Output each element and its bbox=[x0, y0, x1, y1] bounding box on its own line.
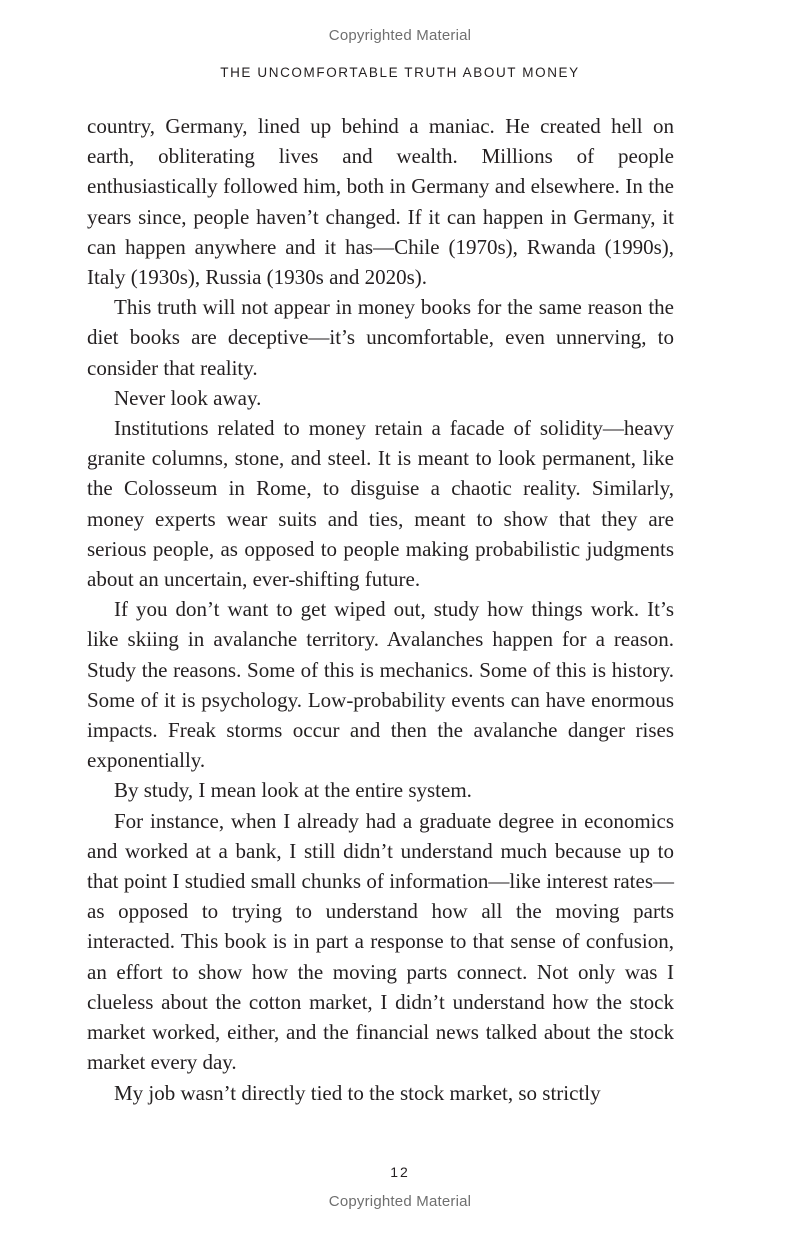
paragraph-1: country, Germany, lined up behind a maniac. He created hell on earth, obliterating lives and wealth. Millions of people enthusiastically followed him, both in Germany and elsewhere. In the years since, people haven’t changed. If it can happen in Germany, it can happen anywhere and it has—Chile (1970s), Rwanda (1990s), Italy (1930s), Russia (1930s and 2020s). bbox=[87, 114, 674, 290]
copyright-watermark-top: Copyrighted Material bbox=[328, 27, 472, 44]
paragraph-2: This truth will not appear in money books for the same reason the diet books are deceptive—it’s uncomfortable, even unnerving, to consider that reality. bbox=[87, 295, 674, 380]
running-head: THE UNCOMFORTABLE TRUTH ABOUT MONEY bbox=[220, 65, 580, 80]
body-text bbox=[87, 111, 674, 1108]
paragraph-8: My job wasn’t directly tied to the stock market, so strictly bbox=[114, 1080, 601, 1105]
paragraph-5: If you don’t want to get wiped out, study how things work. It’s like skiing in avalanche territory. Avalanches happen for a reason. Study the reasons. Some of this is mechanics. Some of this is history. Some of it is psychology. Low-probability events can have enormous impacts. Freak storms occur and then the avalanche danger rises exponentially. bbox=[87, 597, 674, 773]
paragraph-4: Institutions related to money retain a facade of solidity—heavy granite columns, stone, and steel. It is meant to look permanent, like the Colosseum in Rome, to disguise a chaotic reality. Similarly, money experts wear suits and ties, meant to show that they are serious people, as opposed to people making probabilistic judgments about an uncertain, ever-shifting future. bbox=[87, 416, 674, 592]
paragraph-6: By study, I mean look at the entire system. bbox=[114, 778, 472, 803]
page-number: 12 bbox=[390, 1164, 410, 1180]
paragraph-3: Never look away. bbox=[114, 385, 262, 410]
paragraph-7: For instance, when I already had a graduate degree in economics and worked at a bank, I still didn’t understand much because up to that point I studied small chunks of information—like interest rates—as opposed to trying to understand how all the moving parts interacted. This book is in part a response to that sense of confusion, an effort to show how the moving parts connect. Not only was I clueless about the cotton market, I didn’t understand how the stock market worked, either, and the financial news talked about the stock market every day. bbox=[87, 808, 674, 1075]
copyright-watermark-bottom: Copyrighted Material bbox=[328, 1193, 472, 1210]
